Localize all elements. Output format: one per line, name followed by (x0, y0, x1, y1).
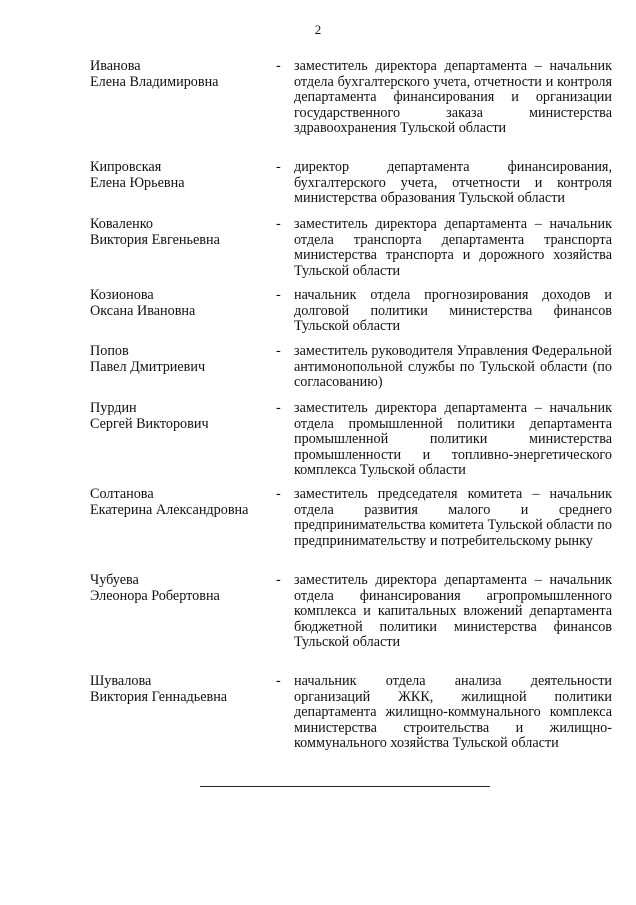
member-given-names: Виктория Геннадьевна (90, 688, 228, 705)
member-given-names: Елена Владимировна (90, 73, 219, 90)
member-given-names: Павел Дмитриевич (90, 358, 206, 375)
member-position: директор департамента финансирования, бухгалтерского учета, отчетности и контроля министерства образования Тульской области (294, 159, 612, 207)
member-surname: Пурдин (90, 400, 137, 416)
member-name (90, 674, 280, 705)
member-name (90, 487, 280, 518)
member-name (90, 344, 280, 375)
dash-separator: - (276, 216, 281, 232)
member-position: начальник отдела анализа деятельности организаций ЖКК, жилищной политики департамента жилищно-коммунального комплекса министерства строительства и жилищно-коммунального хозяйства Тульской области (294, 673, 612, 752)
member-surname: Коваленко (90, 216, 154, 232)
dash-separator: - (276, 287, 281, 303)
member-position: заместитель директора департамента – начальник отдела транспорта департамента транспорта министерства транспорта и дорожного хозяйства Тульской области (294, 216, 612, 279)
member-position: заместитель руководителя Управления Федеральной антимонопольной службы по Тульской области (по согласованию) (294, 343, 612, 391)
dash-separator: - (276, 58, 281, 74)
member-surname: Попов (90, 343, 129, 359)
dash-separator: - (276, 343, 281, 359)
member-name (90, 217, 280, 248)
member-given-names: Екатерина Александровна (90, 501, 249, 518)
member-name (90, 59, 280, 90)
member-name (90, 288, 280, 319)
dash-separator: - (276, 673, 281, 689)
member-surname: Чубуева (90, 572, 139, 588)
member-given-names: Оксана Ивановна (90, 302, 196, 319)
member-surname: Кипровская (90, 159, 162, 175)
member-surname: Шувалова (90, 673, 152, 689)
member-given-names: Сергей Викторович (90, 415, 209, 432)
dash-separator: - (276, 572, 281, 588)
member-given-names: Виктория Евгеньевна (90, 231, 220, 248)
member-surname: Козионова (90, 287, 154, 303)
member-position: заместитель директора департамента – начальник отдела финансирования агропромышленного комплекса и капитальных вложений департамента бюджетной политики министерства финансов Тульской области (294, 572, 612, 651)
member-position: заместитель директора департамента – начальник отдела промышленной политики департамента промышленной политики министерства промышленности и топливно-энергетического комплекса Тульской области (294, 400, 612, 479)
member-position: заместитель директора департамента – начальник отдела бухгалтерского учета, отчетности и контроля департамента финансирования и организации государственного заказа министерства здравоохранения Тульской области (294, 58, 612, 137)
member-surname: Иванова (90, 58, 141, 74)
page-number: 2 (314, 22, 322, 37)
member-position: начальник отдела прогнозирования доходов и долговой политики министерства финансов Тульской области (294, 287, 612, 335)
member-name (90, 573, 280, 604)
end-divider-line (200, 786, 490, 787)
dash-separator: - (276, 400, 281, 416)
dash-separator: - (276, 159, 281, 175)
member-name (90, 401, 280, 432)
member-position: заместитель председателя комитета – начальник отдела развития малого и среднего предпринимательства комитета Тульской области по предпринимательству и потребительскому рынку (294, 486, 612, 549)
dash-separator: - (276, 486, 281, 502)
member-name (90, 160, 280, 191)
member-given-names: Елена Юрьевна (90, 174, 185, 191)
member-surname: Солтанова (90, 486, 154, 502)
member-given-names: Элеонора Робертовна (90, 587, 220, 604)
